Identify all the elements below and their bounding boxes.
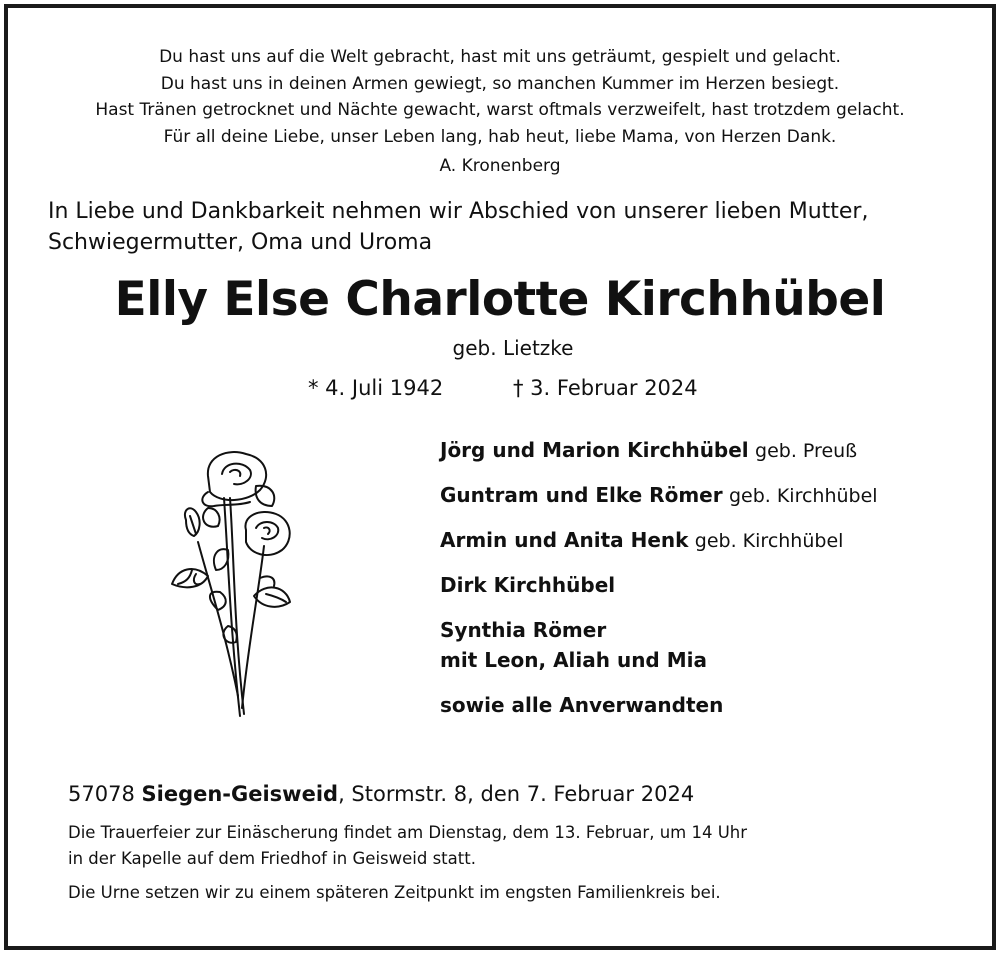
poem-author: A. Kronenberg [439, 156, 561, 176]
poem-line: Du hast uns in deinen Armen gewiegt, so manchen Kummer im Herzen besiegt. [160, 73, 840, 94]
intro-text [48, 196, 868, 258]
birth-date: * 4. Juli 1942 [308, 376, 444, 400]
address-date: , Stormstr. 8, den 7. Februar 2024 [338, 782, 695, 806]
poem-line: Für all deine Liebe, unser Leben lang, hab heut, liebe Mama, von Herzen Dank. [163, 126, 837, 147]
mourner-name: Dirk Kirchhübel [440, 573, 616, 597]
mourner-note: geb. Kirchhübel [694, 530, 844, 552]
zip-code: 57078 [68, 782, 135, 806]
intro-line-2: Schwiegermutter, Oma und Uroma [48, 230, 433, 255]
mourner-name: sowie alle Anverwandten [440, 693, 724, 717]
mourners-list [440, 436, 878, 735]
ceremony-info [68, 820, 747, 906]
mourner-entry [440, 691, 878, 719]
maiden-name: geb. Lietzke [452, 336, 574, 360]
mourner-entry [440, 571, 878, 599]
mourner-entry [440, 526, 878, 555]
deceased-name: Elly Else Charlotte Kirchhübel [114, 272, 886, 327]
poem-line: Du hast uns auf die Welt gebracht, hast mit uns geträumt, gespielt und gelacht. [159, 47, 841, 67]
ceremony-line-1: Die Trauerfeier zur Einäscherung findet am Dienstag, dem 13. Februar, um 14 Uhr [68, 823, 748, 842]
mourner-note: geb. Kirchhübel [728, 485, 878, 507]
rose-illustration-icon [168, 446, 298, 722]
intro-line-1: In Liebe und Dankbarkeit nehmen wir Abschied von unserer lieben Mutter, [48, 199, 869, 224]
mourner-name: Synthia Römer [440, 618, 607, 642]
mourner-entry [440, 615, 878, 675]
mourner-name-line2: mit Leon, Aliah und Mia [440, 648, 707, 672]
death-date: † 3. Februar 2024 [513, 376, 698, 400]
mourner-entry [440, 481, 878, 510]
mourner-note: geb. Preuß [755, 440, 858, 462]
ceremony-line-2: in der Kapelle auf dem Friedhof in Geisweid statt. [68, 849, 476, 868]
mourner-name: Jörg und Marion Kirchhübel [440, 438, 749, 462]
mourner-name: Guntram und Elke Römer [440, 483, 723, 507]
place-date-line [68, 782, 694, 806]
mourner-name: Armin und Anita Henk [440, 528, 689, 552]
poem-line: Hast Tränen getrocknet und Nächte gewacht, warst oftmals verzweifelt, hast trotzdem gelacht. [95, 100, 905, 120]
poem [0, 44, 1000, 180]
city: Siegen-Geisweid [141, 782, 339, 806]
urn-info: Die Urne setzen wir zu einem späteren Zeitpunkt im engsten Familienkreis bei. [68, 883, 721, 902]
mourner-entry [440, 436, 878, 465]
